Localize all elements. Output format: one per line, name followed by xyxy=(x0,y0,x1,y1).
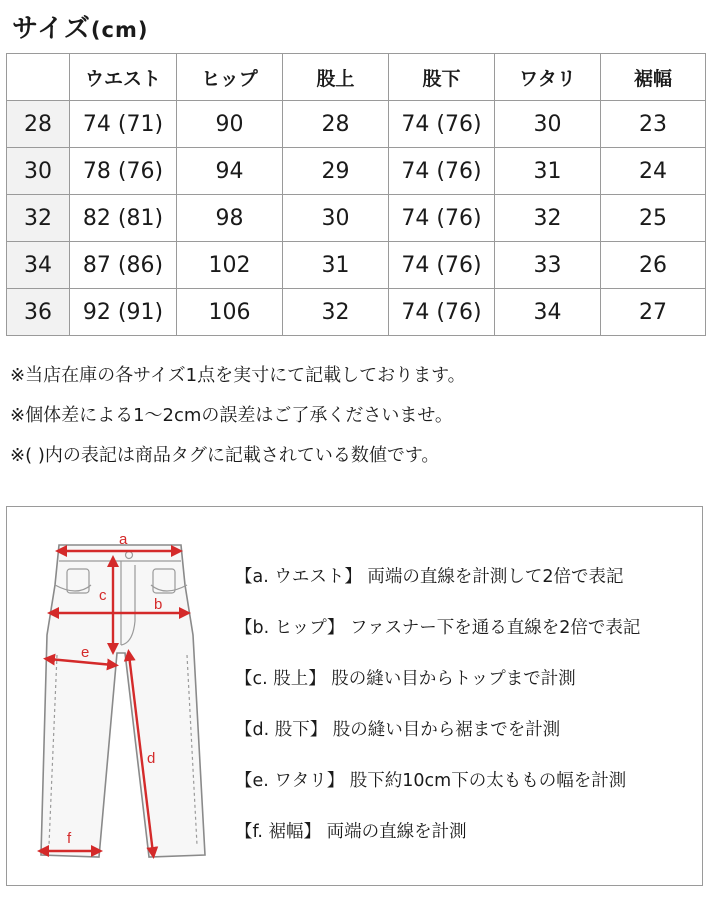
legend-item-inseam: 【d. 股下】 股の縫い目から裾までを計測 xyxy=(235,720,561,740)
table-row xyxy=(7,289,706,336)
table-header-thigh: ワタリ xyxy=(495,54,601,101)
table-cell: 25 xyxy=(601,195,706,242)
legend-item-waist: 【a. ウエスト】 両端の直線を計測して2倍で表記 xyxy=(235,567,624,587)
note-line: ※当店在庫の各サイズ1点を実寸にて記載しております。 xyxy=(10,365,466,386)
table-cell: 31 xyxy=(495,148,601,195)
table-cell: 28 xyxy=(283,101,389,148)
legend-item-hem: 【f. 裾幅】 両端の直線を計測 xyxy=(235,822,467,842)
jeans-outline xyxy=(41,545,205,857)
table-header-inseam: 股下 xyxy=(389,54,495,101)
page-title-text: サイズ xyxy=(12,14,91,44)
table-cell-size: 36 xyxy=(7,289,70,336)
legend-item-rise: 【c. 股上】 股の縫い目からトップまで計測 xyxy=(235,669,576,689)
table-cell: 30 xyxy=(283,195,389,242)
table-cell: 90 xyxy=(177,101,283,148)
note-line: ※( )内の表記は商品タグに記載されている数値です。 xyxy=(10,445,440,466)
table-cell-size: 32 xyxy=(7,195,70,242)
label-c: c xyxy=(99,587,107,604)
table-cell: 98 xyxy=(177,195,283,242)
table-header-rise: 股上 xyxy=(283,54,389,101)
table-cell: 102 xyxy=(177,242,283,289)
table-cell: 29 xyxy=(283,148,389,195)
table-cell: 24 xyxy=(601,148,706,195)
label-d: d xyxy=(147,750,156,767)
size-table xyxy=(6,53,706,336)
table-row xyxy=(7,101,706,148)
table-cell: 74 (76) xyxy=(389,195,495,242)
table-cell-size: 34 xyxy=(7,242,70,289)
page-title xyxy=(12,8,148,45)
table-cell: 94 xyxy=(177,148,283,195)
table-cell: 74 (76) xyxy=(389,289,495,336)
table-header-row xyxy=(7,54,706,101)
jeans-diagram xyxy=(37,525,207,875)
label-e: e xyxy=(81,644,90,661)
legend-item-hip: 【b. ヒップ】 ファスナー下を通る直線を2倍で表記 xyxy=(235,618,641,638)
table-cell: 31 xyxy=(283,242,389,289)
table-cell: 74 (76) xyxy=(389,148,495,195)
table-header-waist: ウエスト xyxy=(70,54,177,101)
table-cell: 78 (76) xyxy=(70,148,177,195)
measurement-guide xyxy=(6,506,703,886)
table-cell: 34 xyxy=(495,289,601,336)
legend-item-thigh: 【e. ワタリ】 股下約10cm下の太ももの幅を計測 xyxy=(235,771,627,791)
measurement-legend xyxy=(235,563,640,869)
table-cell-size: 30 xyxy=(7,148,70,195)
table-cell: 74 (71) xyxy=(70,101,177,148)
table-cell: 30 xyxy=(495,101,601,148)
table-cell: 32 xyxy=(495,195,601,242)
table-header-hem: 裾幅 xyxy=(601,54,706,101)
table-row xyxy=(7,195,706,242)
table-cell: 27 xyxy=(601,289,706,336)
table-cell: 33 xyxy=(495,242,601,289)
table-header-hip: ヒップ xyxy=(177,54,283,101)
table-cell-size: 28 xyxy=(7,101,70,148)
label-f: f xyxy=(67,830,72,847)
table-cell: 74 (76) xyxy=(389,242,495,289)
label-a: a xyxy=(119,531,128,548)
table-cell: 26 xyxy=(601,242,706,289)
table-cell: 23 xyxy=(601,101,706,148)
table-row xyxy=(7,148,706,195)
table-row xyxy=(7,242,706,289)
page-title-unit: (cm) xyxy=(90,18,149,42)
table-header-corner xyxy=(7,54,70,101)
label-b: b xyxy=(154,596,163,613)
table-cell: 106 xyxy=(177,289,283,336)
table-cell: 74 (76) xyxy=(389,101,495,148)
note-line: ※個体差による1〜2cmの誤差はご了承くださいませ。 xyxy=(10,405,453,426)
table-cell: 92 (91) xyxy=(70,289,177,336)
table-cell: 82 (81) xyxy=(70,195,177,242)
table-cell: 87 (86) xyxy=(70,242,177,289)
table-cell: 32 xyxy=(283,289,389,336)
notes xyxy=(10,356,466,476)
